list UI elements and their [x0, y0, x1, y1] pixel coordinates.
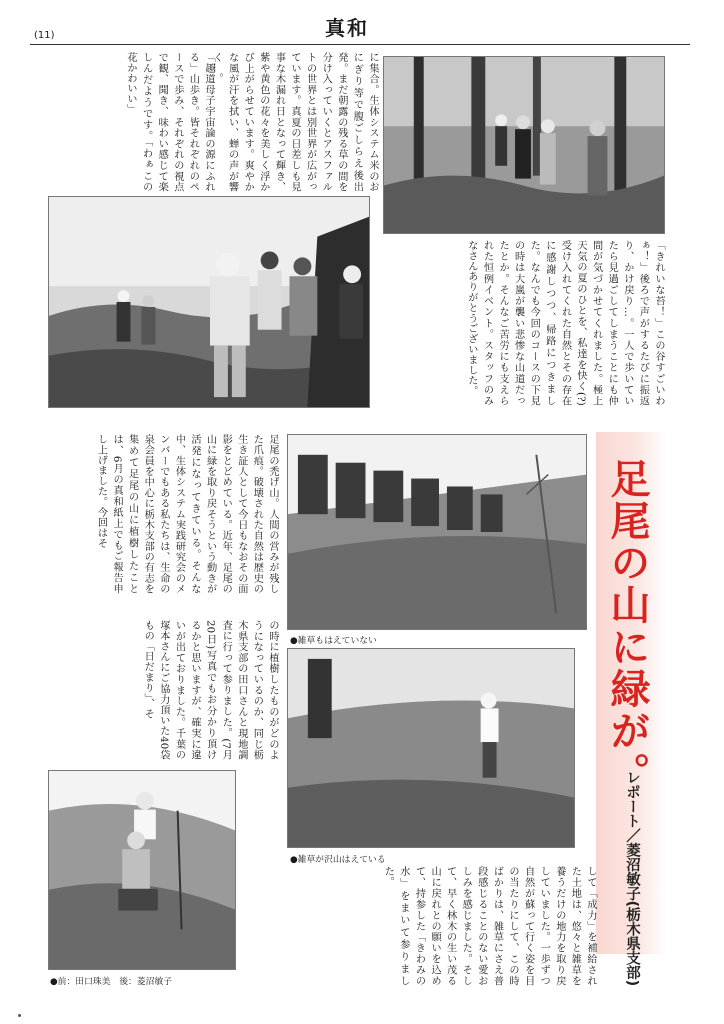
photo-bare-slope	[287, 434, 587, 630]
text-top-left-1: に集合。生体システム米のおにぎり等で腹ごしらえ後出発。まだ朝露の残る草の間を分け入っていくとアスファルトの世界とは別世界が広がっています。真夏の日差しも見事な木漏れ日となって輝き、紫や黄色の花々を美しく浮かび上がらせています。爽やかな風が汗を拭い、蝉の声が響く…。	[211, 52, 378, 192]
text-top-right: 「きれいな苔！」この谷すごいわぁ！」後ろで声がするたびに振返り、かけ戻り…。一人で歩いていたら見過ごしてしまうことにも仲間が気づかせてくれました。極上天気の夏のひとを、私達を快く(?)受け入れてくれた自然とその存在に感謝しつつ、帰路につきました。なんでも今回のコースの下見の時は大嵐が襲い悲惨な山道だったとか。そんなご苦労にも支えられた恒例イベント。スタッフのみなさんありがとうございました。	[465, 240, 664, 406]
page-number: (11)	[34, 30, 55, 41]
article-byline: レポート／菱沼敏子(栃木県支部)	[624, 770, 640, 987]
text-mid-1: 足尾の禿げ山。人間の営みが残した爪痕。破壊された自然は歴史の生き証人として今日もなおその面影をとどめている。近年、足尾の山に緑を取り戻そうという動きが活発になってきている。そんな中、生体システム実践研究会のメンバーでもある私たちは、生命の泉会員を中心に栃木支部の有志を集めて足尾の山に植樹したことは、6月の真和紙上でもご報告申し上げました。今回はそ	[95, 434, 278, 594]
masthead: 真和	[325, 16, 369, 40]
text-mid-2: の時に植樹したものがどのようになっているのか、同じ栃木県支部の田口さんと現地調査に行って参りました。(7月20日)写真でもお分かり頂けるかと思いますが、確実に違いが出ておりました。千葉の塚本さんにご協力頂いた40袋もの「日だまり」、そ	[142, 620, 278, 760]
header-rule	[30, 44, 690, 45]
text-top-left-2: 「趣道母子宇宙論の源にふれる」山歩き。皆それぞれのペースで歩み、それぞれの視点で観、聞き、味わい感じて楽しんだようです。「わぁこの花かわいい」	[125, 52, 214, 192]
caption-two-people: ●前：田口珠美 後：菱沼敏子	[50, 977, 173, 987]
photo-grassy-slope	[287, 648, 575, 848]
page-dot	[18, 1014, 21, 1017]
caption-grassy-slope: ●雑草が沢山はえている	[290, 855, 386, 865]
caption-bare-slope: ●雑草もはえていない	[290, 636, 377, 646]
photo-two-people	[48, 770, 236, 970]
photo-hikers-forest	[383, 56, 665, 234]
text-bottom-right: して「成力」を補給された土地は、悠々と雑草を養うだけの地力を取り戻していました。一歩ずつ自然が蘇って行く姿を目の当たりにして、この時ばかりは、雑草にさえ普段感じることのない愛おしみを感じました。そして、早く林木の生い茂る山に戻れとの願いを込めて、持参した「きわみの水」をまいて参りました。	[382, 866, 596, 986]
photo-hikers-rocky-path	[48, 196, 370, 408]
article-title: 足尾の山に緑が。	[604, 458, 650, 794]
